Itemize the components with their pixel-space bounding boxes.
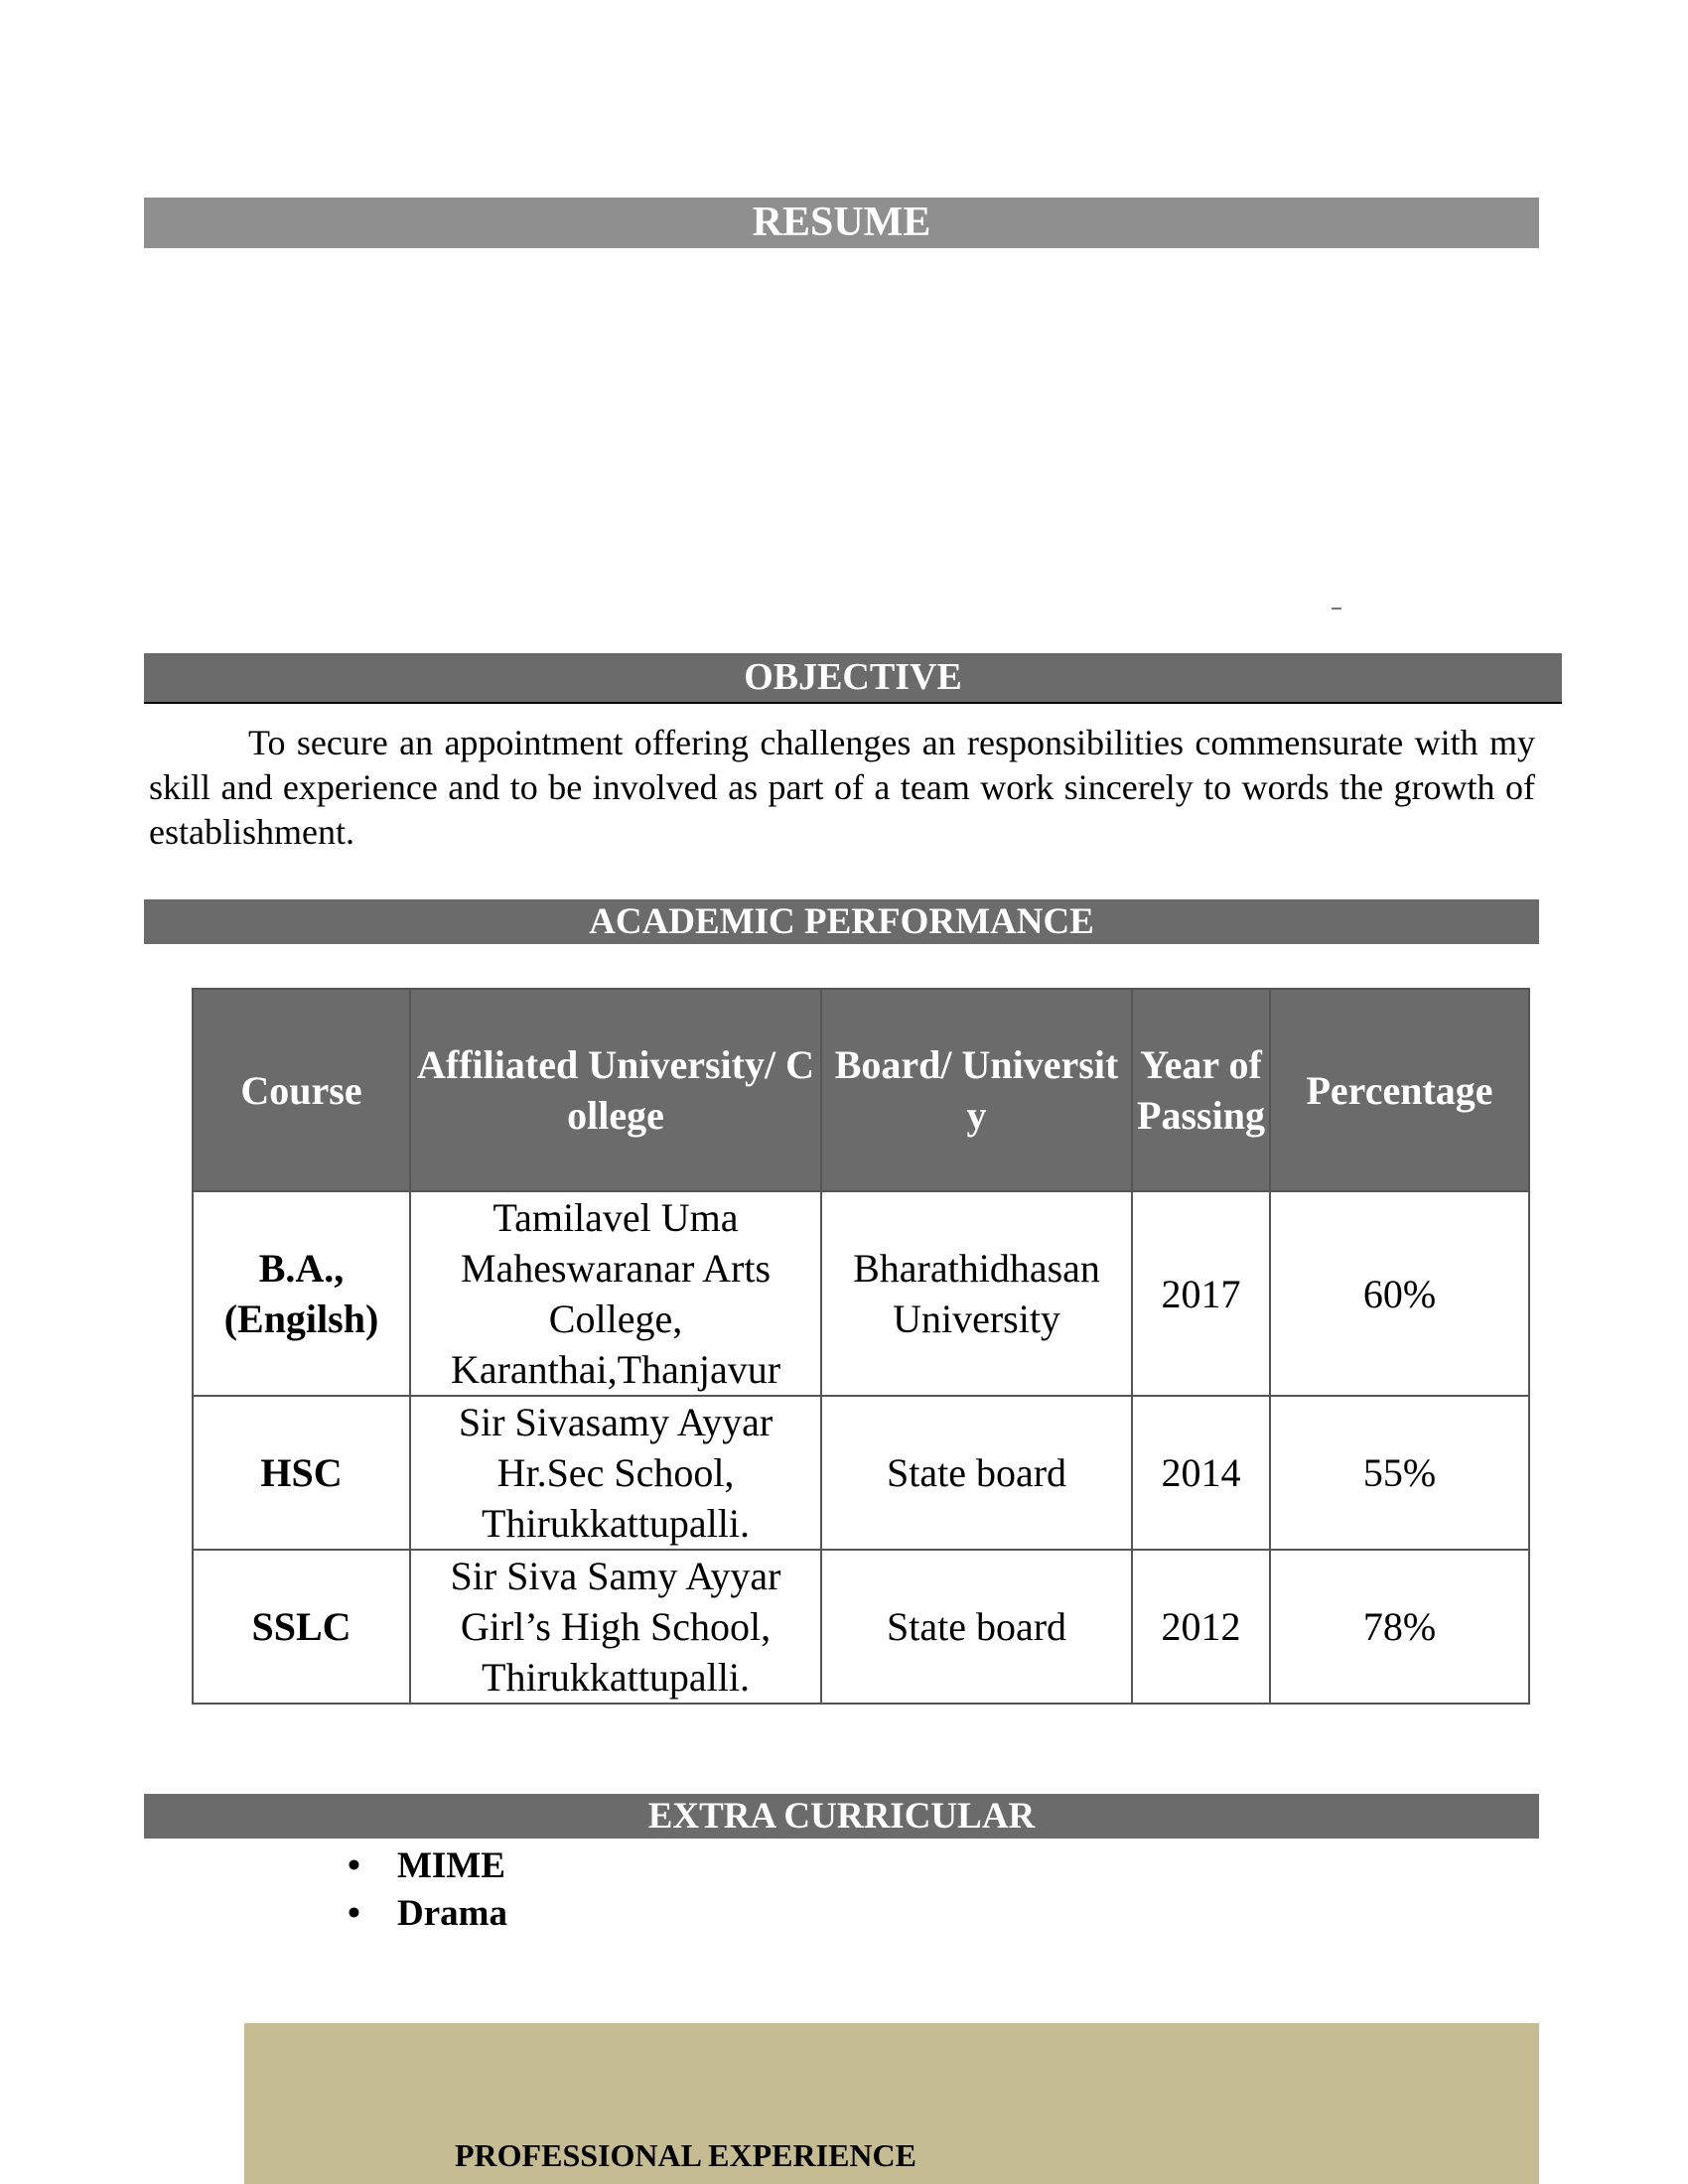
course-cell: SSLC (193, 1550, 410, 1704)
objective-text: To secure an appointment offering challenges an responsibilities commensurate with my skill and experience and to be involved as part of a team work sincerely to words the growth of establishment. (149, 723, 1535, 852)
course-cell: HSC (193, 1396, 410, 1550)
college-cell: Tamilavel Uma Maheswaranar Arts College, Karanthai,Thanjavur (410, 1191, 821, 1396)
college-cell: Sir Siva Samy Ayyar Girl’s High School, Thirukkattupalli. (410, 1550, 821, 1704)
professional-experience-heading: PROFESSIONAL EXPERIENCE (455, 2137, 916, 2173)
course-cell: B.A., (Engilsh) (193, 1191, 410, 1396)
small-dash-mark (1332, 608, 1341, 610)
list-item: • Drama (338, 1890, 507, 1938)
percentage-cell: 60% (1270, 1191, 1529, 1396)
table-row (193, 1396, 1529, 1550)
objective-heading: OBJECTIVE (144, 653, 1562, 704)
board-cell: State board (821, 1550, 1132, 1704)
list-item: • MIME (338, 1843, 507, 1890)
academic-heading: ACADEMIC PERFORMANCE (144, 899, 1539, 944)
extra-curricular-heading: EXTRA CURRICULAR (144, 1794, 1539, 1839)
header-percentage: Percentage (1270, 989, 1529, 1191)
academic-table (192, 988, 1530, 1705)
header-course: Course (193, 989, 410, 1191)
resume-title: RESUME (144, 198, 1539, 248)
percentage-cell: 78% (1270, 1550, 1529, 1704)
year-cell: 2017 (1132, 1191, 1270, 1396)
year-cell: 2012 (1132, 1550, 1270, 1704)
college-cell: Sir Sivasamy Ayyar Hr.Sec School, Thirukkattupalli. (410, 1396, 821, 1550)
percentage-cell: 55% (1270, 1396, 1529, 1550)
table-header-row (193, 989, 1529, 1191)
header-college: Affiliated University/ College (410, 989, 821, 1191)
board-cell: State board (821, 1396, 1132, 1550)
header-board: Board/ University (821, 989, 1132, 1191)
extra-curricular-list (338, 1843, 507, 1938)
header-year: Year of Passing (1132, 989, 1270, 1191)
table-row (193, 1550, 1529, 1704)
board-cell: Bharathidhasan University (821, 1191, 1132, 1396)
year-cell: 2014 (1132, 1396, 1270, 1550)
table-row (193, 1191, 1529, 1396)
